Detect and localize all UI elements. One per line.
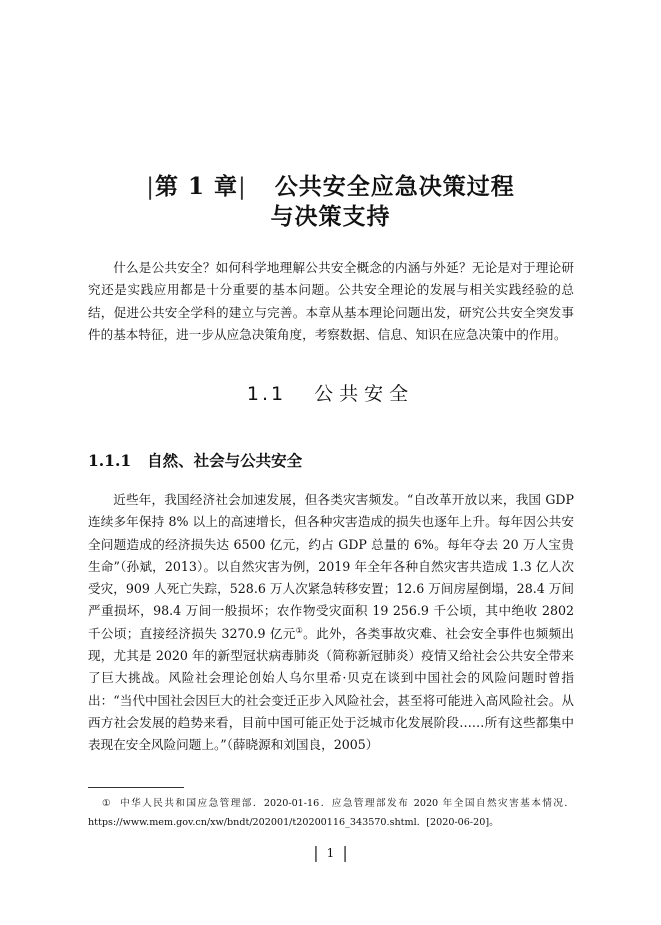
footnote-text: 中华人民共和国应急管理部．2020-01-16．应急管理部发布 2020 年全国自然灾害基本情况．https://www.mem.gov.cn/xw/bndt/202001/t20200116_343570.shtml．[2020-06-20]。 [88,798,574,828]
chapter-title-text-line1: 公共安全应急决策过程 [274,174,515,200]
section-heading [0,381,661,407]
chapter-label-bar-left: | [146,174,155,200]
subsection-heading [88,449,302,473]
chapter-title-line1 [0,170,661,204]
page-number-value: 1 [326,846,335,860]
intro-paragraph: 什么是公共安全？如何科学地理解公共安全概念的内涵与外延？无论是对于理论研究还是实践应用都是十分重要的基本问题。公共安全理论的发展与相关实践经验的总结，促进公共安全学科的建立与完善。本章从基本理论问题出发，研究公共安全突发事件的基本特征，进一步从应急决策角度，考察数据、信息、知识在应急决策中的作用。 [88,260,574,342]
page-number-bar-right: | [342,843,348,862]
page-number-bar-left: | [313,843,319,862]
body-paragraph-text-part2: 。此外，各类事故灾难、社会安全事件也频频出现，尤其是 2020 年的新型冠状病毒肺炎（简称新冠肺炎）疫情又给社会公共安全带来了巨大挑战。风险社会理论创始人乌尔里希·贝克在谈到中国社会的风险问题时曾指出：“当代中国社会因巨大的社会变迁正步入风险社会，甚至将可能进入高风险社会。从西方社会发展的趋势来看，目前中国可能正处于泛城市化发展阶段……所有这些都集中表现在安全风险问题上。”（薛晓源和刘国良，2005） [88,625,575,753]
chapter-title-text-line2: 与决策支持 [270,204,391,230]
footnote-reference-mark[interactable]: ① [295,625,304,635]
footnote-divider [88,787,184,788]
chapter-label-suffix: 章 [214,174,239,200]
footnote-mark: ① [102,798,113,809]
chapter-label-number: 1 [187,173,205,200]
body-paragraph-text-part1: 近些年，我国经济社会加速发展，但各类灾害频发。“自改革开放以来，我国 GDP 连续多年保持 8% 以上的高速增长，但各种灾害造成的损失也逐年上升。每年因公共安全问题造成的经济损失达 6500 亿元，约占 GDP 总量的 6%。每年夺去 20 万人宝贵生命”（孙斌，2013）。以自然灾害为例，2019 年全年各种自然灾害共造成 1.3 亿人次受灾，909 人死亡失踪，528.6 万人次紧急转移安置；12.6 万间房屋倒塌，28.4 万间严重损坏，98.4 万间一般损坏；农作物受灾面积 19 256.9 千公顷，其中绝收 2802 千公顷；直接经济损失 3270.9 亿元 [88,492,574,641]
chapter-label-prefix: 第 [154,174,179,200]
chapter-label [146,170,247,204]
subsection-title-text: 自然、社会与公共安全 [147,452,303,470]
chapter-label-bar-right: | [238,174,247,200]
page-number [0,843,661,863]
body-paragraph [88,489,574,757]
chapter-title-line2 [0,200,661,234]
section-title-text: 公共安全 [314,383,415,405]
footnote [88,794,574,832]
subsection-number: 1.1.1 [88,451,132,470]
section-number: 1.1 [246,383,287,405]
